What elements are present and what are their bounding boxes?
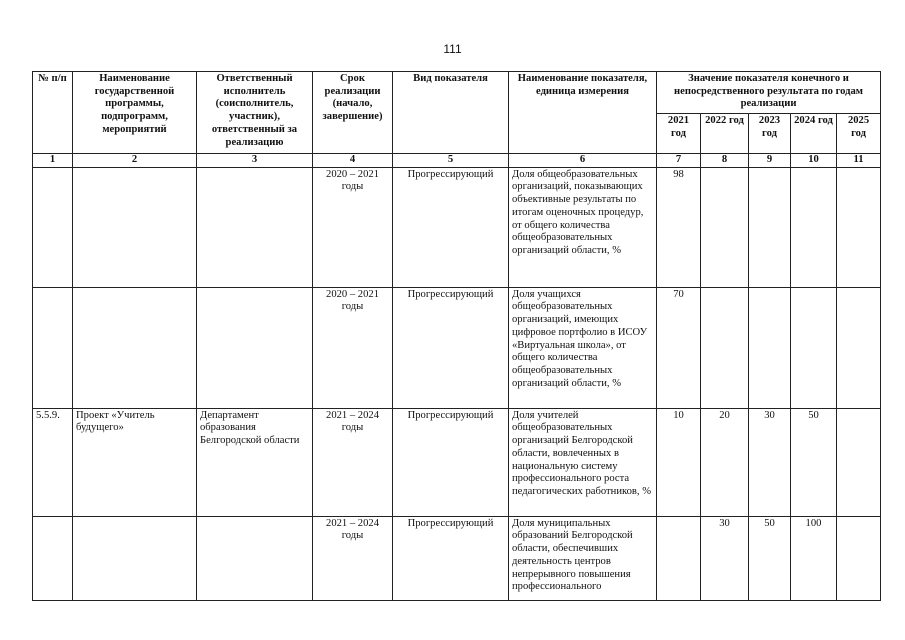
header-year-2025: 2025 год [837,114,881,154]
column-number: 7 [657,154,701,168]
header-indicator: Наименование показателя, единица измерения [509,72,657,154]
cell-value-2024: 100 [791,516,837,600]
column-number: 3 [197,154,313,168]
page-number: 111 [443,42,462,56]
column-number: 4 [313,154,393,168]
cell-type: Прогрессирующий [393,516,509,600]
column-number: 2 [73,154,197,168]
indicators-table [32,71,881,601]
header-values-group: Значение показателя конечного и непосредственного результата по годам реализации [657,72,881,114]
cell-type: Прогрессирующий [393,408,509,516]
cell-indicator: Доля общеобразовательных организаций, показывающих объективные результаты по итогам оценочных процедур, от общего количества общеобразовательных организаций области, % [509,167,657,287]
header-year-2024: 2024 год [791,114,837,154]
cell-value-2022 [701,287,749,408]
cell-value-2025 [837,408,881,516]
cell-program: Проект «Учитель будущего» [73,408,197,516]
column-number: 1 [33,154,73,168]
column-numbers-row [33,154,881,168]
cell-executor [197,516,313,600]
cell-term: 2021 – 2024 годы [313,408,393,516]
cell-term: 2020 – 2021 годы [313,287,393,408]
cell-no [33,287,73,408]
cell-executor [197,287,313,408]
cell-value-2021 [657,516,701,600]
cell-value-2021: 98 [657,167,701,287]
table-row [33,287,881,408]
cell-no: 5.5.9. [33,408,73,516]
cell-executor [197,167,313,287]
cell-value-2022 [701,167,749,287]
header-year-2022: 2022 год [701,114,749,154]
cell-no [33,167,73,287]
header-year-2021: 2021 год [657,114,701,154]
cell-value-2025 [837,167,881,287]
cell-program [73,167,197,287]
header-year-2023: 2023 год [749,114,791,154]
cell-no [33,516,73,600]
cell-value-2021: 70 [657,287,701,408]
cell-program [73,516,197,600]
table-row [33,516,881,600]
cell-type: Прогрессирующий [393,167,509,287]
column-number: 8 [701,154,749,168]
header-program: Наименование государственной программы, подпрограмм, мероприятий [73,72,197,154]
table-row [33,167,881,287]
cell-value-2021: 10 [657,408,701,516]
column-number: 10 [791,154,837,168]
cell-value-2024 [791,287,837,408]
cell-value-2023: 50 [749,516,791,600]
header-term: Срок реализации (начало, завершение) [313,72,393,154]
cell-value-2023 [749,287,791,408]
cell-value-2024 [791,167,837,287]
cell-term: 2021 – 2024 годы [313,516,393,600]
cell-value-2023: 30 [749,408,791,516]
header-no: № п/п [33,72,73,154]
cell-value-2023 [749,167,791,287]
cell-term: 2020 – 2021 годы [313,167,393,287]
header-executor: Ответственный исполнитель (соисполнитель, участник), ответственный за реализацию [197,72,313,154]
cell-type: Прогрессирующий [393,287,509,408]
table-row [33,408,881,516]
cell-value-2024: 50 [791,408,837,516]
header-type: Вид показателя [393,72,509,154]
cell-value-2022: 30 [701,516,749,600]
cell-value-2025 [837,516,881,600]
cell-indicator: Доля учащихся общеобразовательных организаций, имеющих цифровое портфолио в ИСОУ «Виртуальная школа», от общего количества общеобразовательных организаций области, % [509,287,657,408]
cell-program [73,287,197,408]
column-number: 9 [749,154,791,168]
column-number: 5 [393,154,509,168]
cell-indicator: Доля учителей общеобразовательных организаций Белгородской области, вовлеченных в национальную систему профессионального роста педагогических работников, % [509,408,657,516]
cell-indicator: Доля муниципальных образований Белгородской области, обеспечивших деятельность центров непрерывного повышения профессионального [509,516,657,600]
column-number: 6 [509,154,657,168]
cell-executor: Департамент образования Белгородской области [197,408,313,516]
cell-value-2025 [837,287,881,408]
column-number: 11 [837,154,881,168]
cell-value-2022: 20 [701,408,749,516]
